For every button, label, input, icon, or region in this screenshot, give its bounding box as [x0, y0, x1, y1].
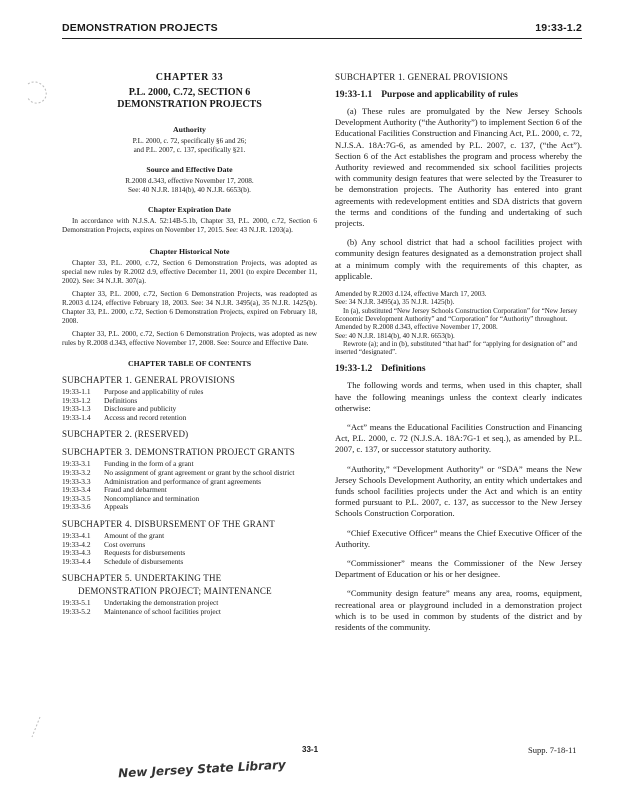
toc-item: 19:33-3.1 Funding in the form of a grant [62, 459, 194, 469]
history-paragraph-1: Chapter 33, P.L. 2000, c.72, Section 6 Demonstration Projects, was adopted as special new rules by R.2002 d.9, effective December 11, 2001 (to expire December 11, 2002). See: 34 N.J.R. 307(a). [62, 259, 317, 285]
margin-mark [30, 715, 44, 739]
toc-item: 19:33-1.4 Access and record retention [62, 412, 187, 422]
chapter-title: CHAPTER 33 [155, 72, 224, 83]
source-line1: R.2008 d.343, effective November 17, 2008. [125, 177, 254, 185]
toc-item: 19:33-3.3 Administration and performance of grant agreements [62, 476, 261, 486]
amendment-notes [335, 290, 582, 356]
punch-hole-mark [24, 80, 50, 106]
history-paragraph-3: Chapter 33, P.L. 2000, c.72, Section 6 Demonstration Projects, was adopted as new rules by R.2008 d.343, effective November 17, 2008. See: Source and Effective Date. [62, 330, 317, 347]
section-title: Definitions [381, 364, 426, 375]
section-heading-1-1 [335, 90, 582, 100]
section-1-1-paragraph-b: (b) Any school district that had a school facilities project with community design features designated as a demonstration project shall at a minimum comply with the requirements of this chapter, as applicable. [335, 237, 582, 281]
authority-line2: and P.L. 2007, c. 137, specifically §21. [133, 146, 246, 154]
header-section: 19:33-1.2 [535, 22, 582, 34]
toc-item: 19:33-1.2 Definitions [62, 395, 138, 405]
section-1-1-paragraph-a: (a) These rules are promulgated by the New Jersey Schools Development Authority (“the Authority”) to implement Section 6 of the Educational Facilities Construction and Financing Act, P.L. 2000, c. 72, N.J.S.A. 18A:7G-6, as amended by P.L. 2007, c. 137, (“the Act”). Section 6 of the Act establishes the program and process whereby the Authority reviewed and recommended six school facilities projects with community design features that were selected by the Treasurer to be demonstration projects. The Authority has entered into grant agreements with redevelopment entities and SDA districts that govern the terms and conditions of the funding and undertaking of such projects. [335, 106, 582, 229]
authority-line1: P.L. 2000, c. 72, specifically §6 and 26; [132, 137, 247, 145]
amendment-note: Amended by R.2008 d.343, effective November 17, 2008. [335, 323, 498, 332]
history-paragraph-2: Chapter 33, P.L. 2000, c.72, Section 6 Demonstration Projects, was readopted as R.2003 d.124, effective February 18, 2003. See: 34 N.J.R. 3495(a), 35 N.J.R. 1425(b). Chapter 33, P.L. 2000, c.72, Section 6 Demonstration Projects, expired on February 18, 2008. [62, 290, 317, 325]
toc-item: 19:33-1.3 Disclosure and publicity [62, 404, 177, 414]
definition-act: “Act” means the Educational Facilities Construction and Financing Act, P.L. 2000, c. 72 (N.J.S.A. 18A:7G-1 et seq.), as amended by P.L. 2007, c. 137, or successor statutory authority. [335, 422, 582, 455]
amendment-note: See: 40 N.J.R. 1814(b), 40 N.J.R. 6653(b). [335, 331, 455, 340]
toc-list-5 [62, 599, 317, 616]
toc-item: 19:33-3.5 Noncompliance and termination [62, 493, 200, 503]
amendment-note: Rewrote (a); and in (b), substituted “that had” for “applying for designation of” and inserted “designated”. [335, 339, 578, 357]
right-column [335, 72, 582, 641]
chapter-subtitle-line1: P.L. 2000, C.72, SECTION 6 [128, 87, 251, 98]
chapter-subtitle-line2: DEMONSTRATION PROJECTS [117, 99, 262, 110]
definition-commissioner: “Commissioner” means the Commissioner of the New Jersey Department of Education or his or her designee. [335, 558, 582, 580]
library-stamp: New Jersey State Library [117, 757, 287, 781]
toc-heading: CHAPTER TABLE OF CONTENTS [127, 359, 252, 368]
history-heading: Chapter Historical Note [149, 247, 230, 256]
definition-authority: “Authority,” “Development Authority” or “SDA” means the New Jersey Schools Development Authority, an entity which undertakes and funds school facilities projects under the Act and which is an entity formed pursuant to P.L. 2007, c. 137, as successor to the New Jersey Schools Construction Corporation. [335, 463, 582, 519]
amendment-note: See: 34 N.J.R. 3495(a), 35 N.J.R. 1425(b). [335, 298, 455, 307]
toc-list-1 [62, 388, 317, 422]
toc-item: 19:33-4.3 Requests for disbursements [62, 548, 186, 558]
section-number: 19:33-1.1 [335, 90, 373, 100]
toc-item: 19:33-3.2 No assignment of grant agreement or grant by the school district [62, 467, 295, 477]
toc-subchapter-3: SUBCHAPTER 3. DEMONSTRATION PROJECT GRANTS [62, 447, 296, 458]
subchapter-heading: SUBCHAPTER 1. GENERAL PROVISIONS [335, 72, 509, 82]
definition-community-design-feature: “Community design feature” means any area, rooms, equipment, recreational area or playground included in a demonstration project which is to be used in common by students of the district and by residents of the community. [335, 588, 582, 633]
supplement-date: Supp. 7-18-11 [528, 745, 577, 755]
toc-subchapter-5: SUBCHAPTER 5. UNDERTAKING THE [62, 573, 222, 584]
section-heading-1-2 [335, 364, 582, 374]
toc-item: 19:33-3.6 Appeals [62, 502, 129, 512]
section-number: 19:33-1.2 [335, 364, 373, 375]
left-column [62, 72, 317, 617]
section-title: Purpose and applicability of rules [381, 90, 518, 100]
toc-item: 19:33-4.1 Amount of the grant [62, 530, 165, 540]
page-number: 33-1 [302, 745, 319, 754]
toc-subchapter-4: SUBCHAPTER 4. DISBURSEMENT OF THE GRANT [62, 518, 275, 529]
toc-list-4 [62, 532, 317, 566]
header-title: DEMONSTRATION PROJECTS [62, 22, 218, 34]
toc-item: 19:33-5.1 Undertaking the demonstration project [62, 598, 219, 608]
amendment-note: Amended by R.2003 d.124, effective March 17, 2003. [335, 290, 487, 299]
toc-item: 19:33-4.4 Schedule of disbursements [62, 556, 184, 566]
toc-item: 19:33-4.2 Cost overruns [62, 539, 146, 549]
toc-item: 19:33-5.2 Maintenance of school facilities project [62, 606, 221, 616]
expiration-heading: Chapter Expiration Date [147, 205, 232, 214]
expiration-text: In accordance with N.J.S.A. 52:14B-5.1b, Chapter 33, P.L. 2000, c.72, Section 6 Demonstration Projects, expires on November 17, 2015. See: 43 N.J.R. 1203(a). [62, 217, 317, 234]
toc-subchapter-2: SUBCHAPTER 2. (RESERVED) [62, 429, 189, 440]
source-heading: Source and Effective Date [146, 165, 233, 174]
toc-list-3 [62, 460, 317, 512]
definition-ceo: “Chief Executive Officer” means the Chief Executive Officer of the Authority. [335, 527, 582, 549]
definitions-intro: The following words and terms, when used in this chapter, shall have the following meanings unless the context clearly indicates otherwise: [335, 380, 582, 413]
source-line2: See: 40 N.J.R. 1814(b), 40 N.J.R. 6653(b). [128, 186, 251, 194]
authority-heading: Authority [173, 125, 206, 134]
toc-subchapter-5-cont: DEMONSTRATION PROJECT; MAINTENANCE [78, 586, 272, 597]
toc-subchapter-1: SUBCHAPTER 1. GENERAL PROVISIONS [62, 375, 236, 385]
toc-item: 19:33-3.4 Fraud and debarment [62, 485, 167, 495]
running-header [62, 22, 582, 39]
amendment-note: In (a), substituted “New Jersey Schools Construction Corporation” for “New Jersey Economic Development Authority” and “Corporation” for “Authority” throughout. [335, 306, 578, 323]
chapter-subtitle [62, 87, 317, 111]
toc-item: 19:33-1.1 Purpose and applicability of rules [62, 387, 204, 396]
